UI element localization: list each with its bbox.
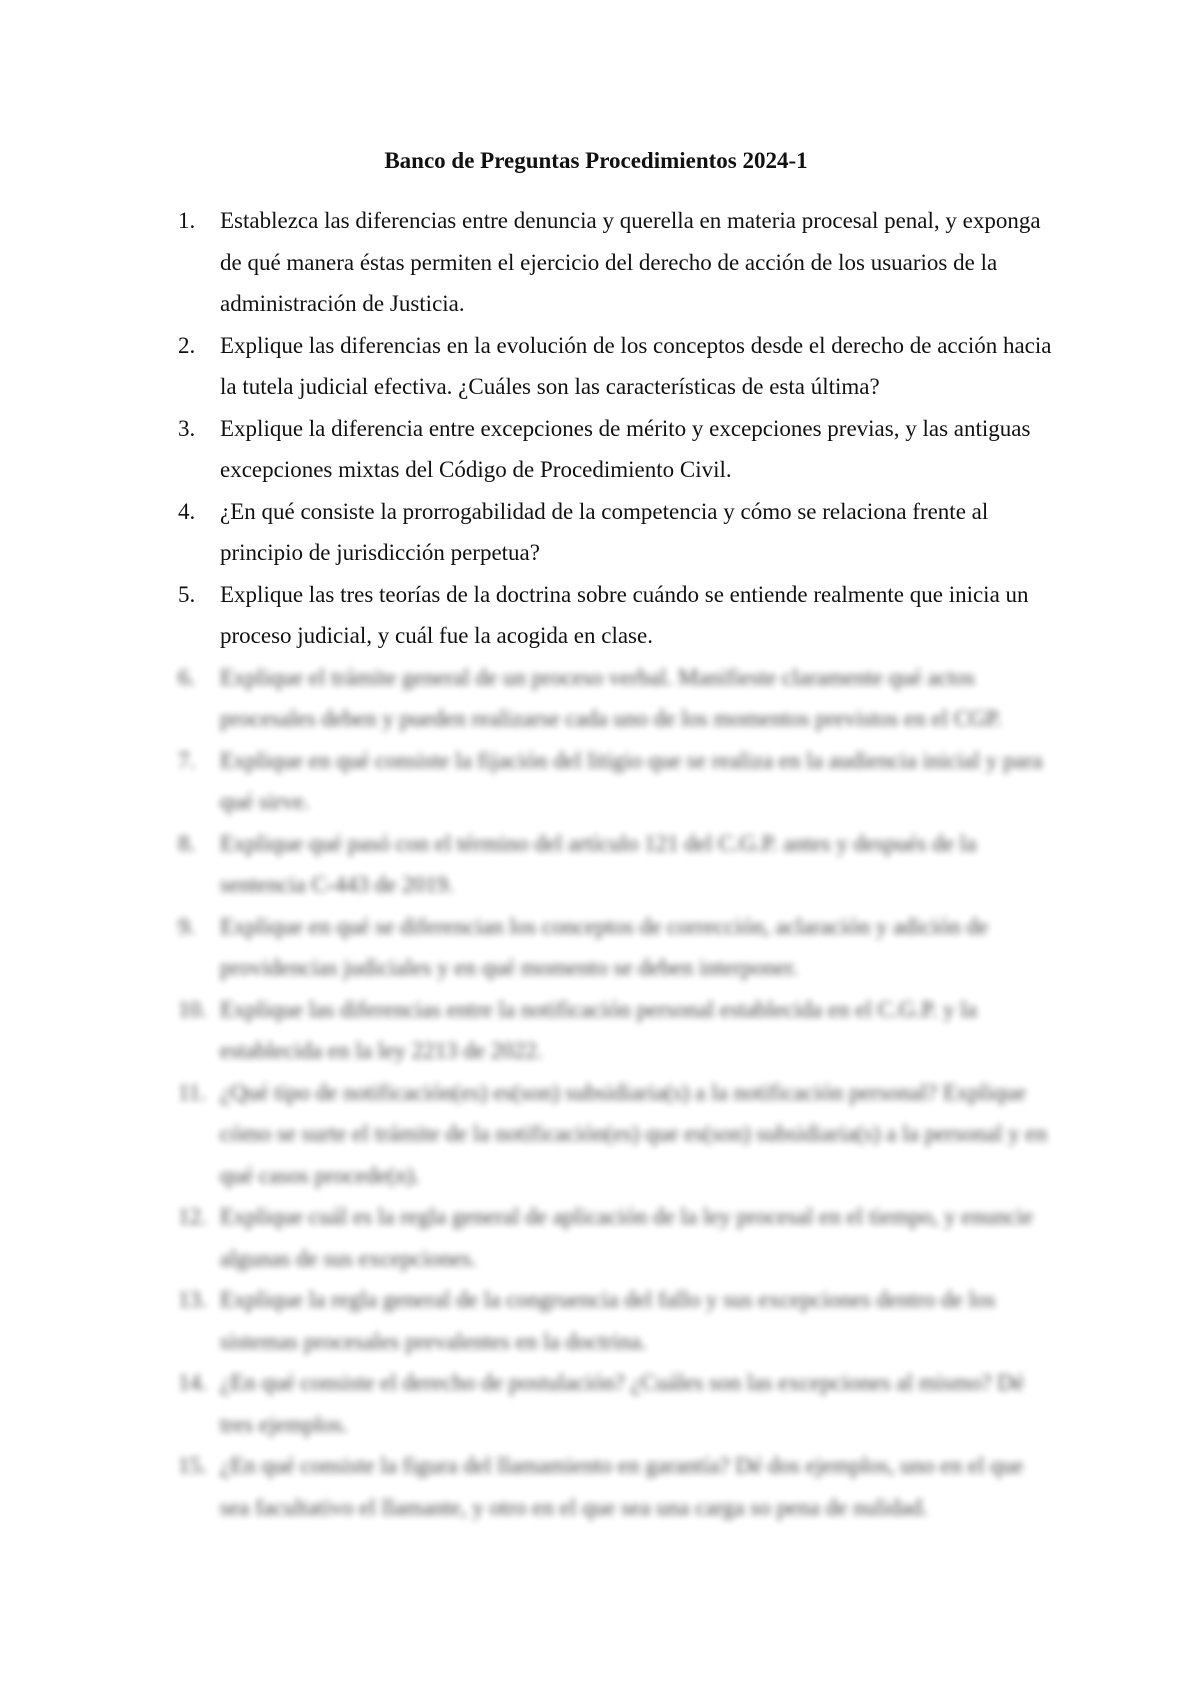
question-text: ¿En qué consiste la figura del llamamiento en garantía? Dé dos ejemplos, uno en el que sea facultativo el llamante, y otro en el que sea una carga so pena de nulidad. [220, 1453, 1024, 1520]
question-text: ¿En qué consiste el derecho de postulación? ¿Cuáles son las excepciones al mismo? Dé tres ejemplos. [220, 1370, 1025, 1437]
question-text: Explique la regla general de la congruencia del fallo y sus excepciones dentro de los sistemas procesales prevalentes en la doctrina. [220, 1287, 996, 1354]
question-text: Explique las tres teorías de la doctrina sobre cuándo se entiende realmente que inicia un proceso judicial, y cuál fue la acogida en clase. [220, 581, 1029, 648]
question-number: 10. [178, 996, 207, 1022]
question-item-10 [178, 989, 1058, 1072]
question-text: Explique qué pasó con el término del artículo 121 del C.G.P. antes y después de la sentencia C-443 de 2019. [220, 830, 977, 897]
question-item-7 [178, 740, 1058, 823]
document-title: Banco de Preguntas Procedimientos 2024-1 [384, 148, 808, 173]
question-list [178, 200, 1058, 1528]
question-number: 3. [178, 415, 196, 441]
question-item-4 [178, 491, 1058, 574]
question-number: 6. [178, 664, 196, 690]
question-text: ¿En qué consiste la prorrogabilidad de la competencia y cómo se relaciona frente al principio de jurisdicción perpetua? [220, 498, 989, 565]
question-number: 5. [178, 581, 196, 607]
question-item-6 [178, 657, 1058, 740]
question-number: 8. [178, 830, 196, 856]
question-item-14 [178, 1362, 1058, 1445]
question-text: Explique la diferencia entre excepciones de mérito y excepciones previas, y las antiguas excepciones mixtas del Código de Procedimiento Civil. [220, 415, 1031, 482]
question-text: Explique cuál es la regla general de aplicación de la ley procesal en el tiempo, y enuncie algunas de sus excepciones. [220, 1204, 1033, 1271]
question-item-9 [178, 906, 1058, 989]
question-item-12 [178, 1196, 1058, 1279]
question-number: 12. [178, 1204, 207, 1229]
question-text: Explique el trámite general de un proceso verbal. Manifieste claramente qué actos procesales deben y pueden realizarse cada uno de los momentos previstos en el CGP. [220, 664, 1002, 731]
question-number: 11. [178, 1079, 206, 1105]
question-number: 9. [178, 913, 196, 939]
question-text: Explique en qué se diferencian los conceptos de corrección, aclaración y adición de providencias judiciales y en qué momento se deben interponer. [220, 913, 989, 980]
question-text: ¿Qué tipo de notificación(es) es(son) subsidiaria(s) a la notificación personal? Explique cómo se surte el trámite de la notificación(es) que es(son) subsidiaria(s) a la personal y en qué casos procede(n). [220, 1079, 1048, 1188]
question-item-5 [178, 574, 1058, 657]
question-number: 15. [178, 1453, 207, 1478]
question-text: Explique las diferencias en la evolución de los conceptos desde el derecho de acción hacia la tutela judicial efectiva. ¿Cuáles son las características de esta última? [220, 332, 1052, 399]
question-number: 4. [178, 498, 196, 524]
question-item-15 [178, 1445, 1058, 1528]
question-number: 7. [178, 747, 196, 773]
question-item-3 [178, 408, 1058, 491]
question-item-8 [178, 823, 1058, 906]
question-number: 2. [178, 332, 196, 358]
question-text: Explique en qué consiste la fijación del litigio que se realiza en la audiencia inicial y para qué sirve. [220, 747, 1043, 814]
question-item-13 [178, 1279, 1058, 1362]
question-item-11 [178, 1072, 1058, 1197]
question-text: Establezca las diferencias entre denuncia y querella en materia procesal penal, y exponga de qué manera éstas permiten el ejercicio del derecho de acción de los usuarios de la administración de Justicia. [220, 208, 1041, 316]
question-number: 1. [178, 208, 196, 233]
question-number: 14. [178, 1370, 207, 1395]
question-item-2 [178, 325, 1058, 408]
question-item-1 [178, 200, 1058, 325]
question-number: 13. [178, 1287, 207, 1312]
question-text: Explique las diferencias entre la notificación personal establecida en el C.G.P. y la establecida en la ley 2213 de 2022. [220, 996, 977, 1063]
